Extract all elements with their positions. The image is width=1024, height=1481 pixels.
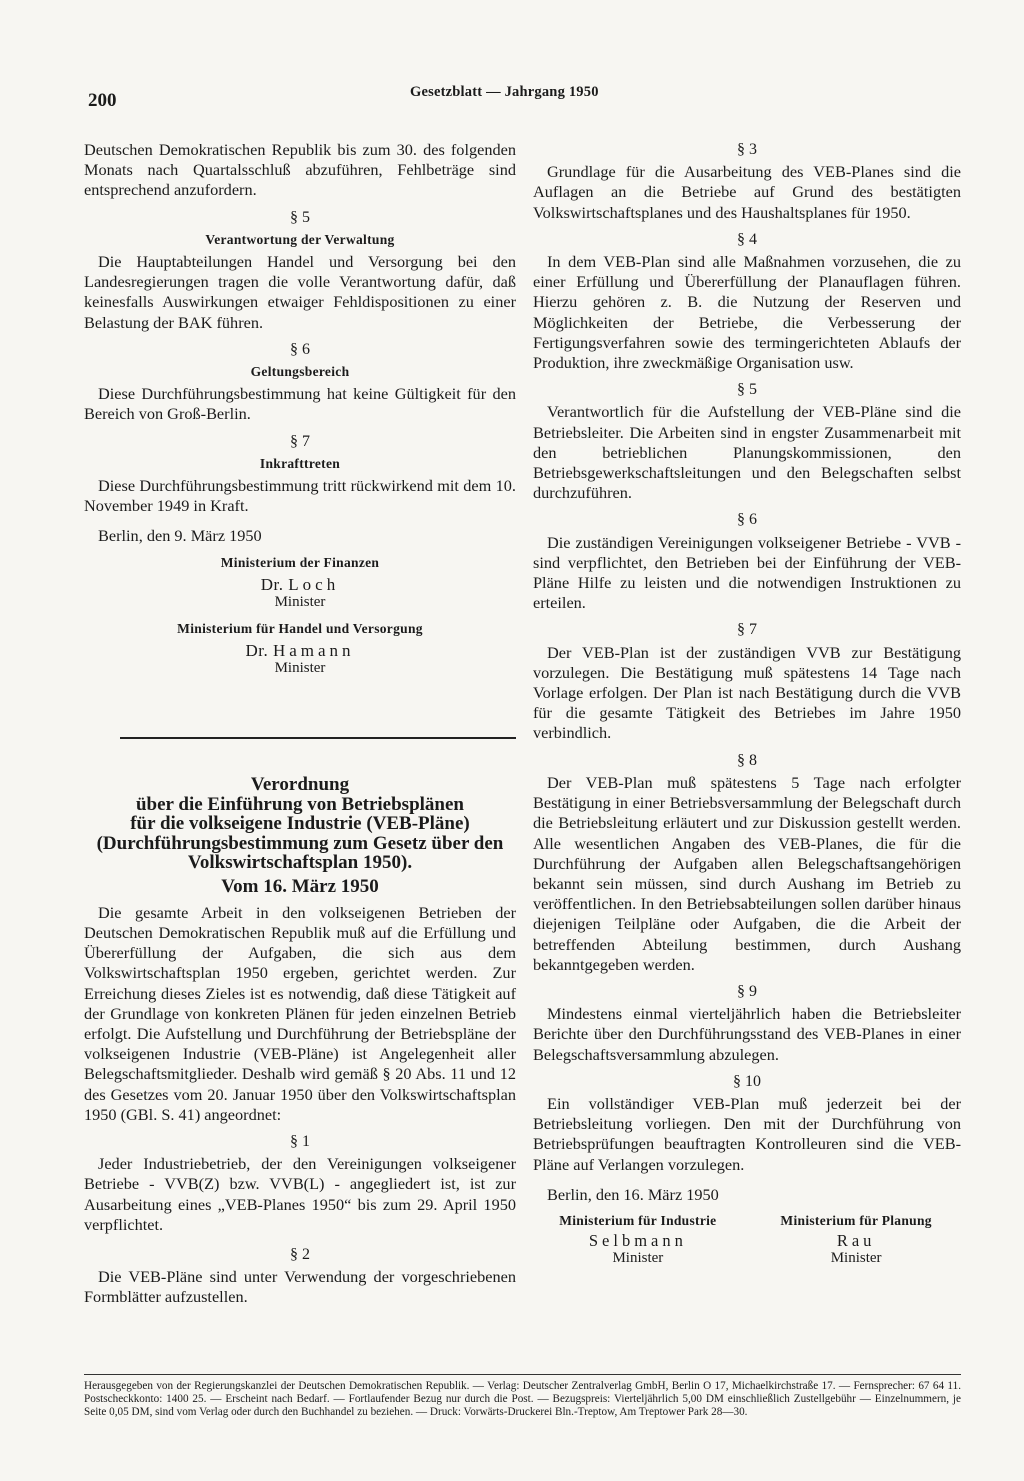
section-text: In dem VEB-Plan sind alle Maßnahmen vorzusehen, die zu einer Erfüllung und Übererfüllung der Planauflagen führen. Hierzu gehören z. B. die Nutzung der Reserven und Möglichkeiten der Betriebe, die Verbesserung der Fertigungsverfahren sowie des termingerichteten Ablaufs der Produktion, ihre zweckmäßige Organisation usw. [533,252,961,373]
section-number: § 5 [290,208,310,226]
decree-title-line: für die volkseigene Industrie (VEB-Pläne) [130,813,470,834]
right-column [533,140,961,1267]
section-number: § 8 [737,751,757,769]
section-number: § 2 [290,1245,310,1263]
section-number: § 7 [737,621,757,639]
signature-row [533,1211,961,1267]
section-text: Die VEB-Pläne sind unter Verwendung der vorgeschriebenen Formblätter aufzustellen. [84,1267,516,1307]
decree-preamble: Die gesamte Arbeit in den volkseigenen Betrieben der Deutschen Demokratischen Republik muß auf die Erfüllung und Übererfüllung der Aufgaben, die sich aus dem Volkswirtschaftsplan 1950 ergeben, gerichtet werden. Zur Erreichung dieses Zieles ist es notwendig, daß diese Tätigkeit auf der Grundlage von konkreten Plänen für jeden einzelnen Betrieb erfolgt. Die Aufstellung und Durchführung der Betriebspläne der volkseigenen Industrie (VEB-Pläne) ist Angelegenheit aller Belegschaftsmitglieder. Deshalb wird gemäß § 20 Abs. 11 und 12 des Gesetzes vom 20. Januar 1950 über den Volkswirtschaftsplan 1950 (GBl. S. 41) angeordnet: [84,902,516,1124]
decree-title-line: (Durchführungsbestimmung zum Gesetz über den [96,832,504,854]
place-date: Berlin, den 16. März 1950 [547,1184,719,1204]
section-number: § 7 [290,432,310,450]
signer-title: Dr. [245,641,269,661]
section-number: § 1 [290,1132,310,1150]
signer-name [84,575,516,594]
ministry-name: Ministerium für Industrie [559,1212,717,1228]
section-text: Die zuständigen Vereinigungen volkseigener Betriebe - VVB - sind verpflichtet, den Betrieben bei der Einführung der VEB-Pläne Hilfe zu leisten und die notwendigen Instruktionen zu erteilen. [533,532,961,613]
signer-name [84,641,516,660]
section-number: § 6 [737,511,757,529]
ministry-name: Ministerium für Handel und Versorgung [177,620,423,636]
footer-divider [84,1374,961,1375]
signer-surname: Hamann [272,641,355,661]
section-number: § 4 [737,230,757,248]
section-title: Verantwortung der Verwaltung [205,231,395,247]
divider-rule [120,737,516,739]
continuation-paragraph: Deutschen Demokratischen Republik bis zum 30. des folgenden Monats nach Quartalsschluß abzuführen, Fehlbeträge sind entsprechend anzufordern. [84,140,516,200]
place-date: Berlin, den 9. März 1950 [98,526,262,546]
section-number: § 9 [737,982,757,1000]
signer-role: Minister [274,660,326,677]
decree-block [84,775,516,1308]
signer-surname: Selbmann [588,1231,687,1251]
section-text: Der VEB-Plan muß spätestens 5 Tage nach erfolgter Bestätigung in einer Betriebsversammlung der Belegschaft durch die Betriebsleitung erläutert und zur Diskussion gestellt werden. Alle wesentlichen Angaben des VEB-Planes, die für die Durchführung der Aufgaben allen Belegschaftsangehörigen bekannt sein müssen, sind durch Aushang im Betrieb zu veröffentlichen. In den Betriebsabteilungen sollen darüber hinaus diejenigen Teilpläne oder Aufgaben, die die Arbeit der betreffenden Abteilung bestimmen, durch Aushang bekanntgegeben werden. [533,772,961,974]
signer-title: Dr. [260,574,284,594]
section-number: § 3 [737,141,757,158]
signer-surname: Rau [836,1231,876,1251]
signer-surname: Loch [288,574,340,594]
signer-name [751,1231,961,1250]
page-number: 200 [88,90,117,111]
section-text: Die Hauptabteilungen Handel und Versorgung bei den Landesregierungen tragen die volle Verantwortung dafür, daß keinesfalls Auswirkungen etwaiger Fehldispositionen zu einer Belastung der BAK führen. [84,252,516,332]
imprint-footer: Herausgegeben von der Regierungskanzlei der Deutschen Demokratischen Republik. — Verlag: Deutscher Zentralverlag GmbH, Berlin O 17, Michaelkirchstraße 17. — Fernsprecher: 67 64 11. Postscheckkonto: 1400 25. — Erscheint nach Bedarf. — Fortlaufender Bezug nur durch die Post. — Bezugspreis: Vierteljährlich 5,00 DM einschließlich Zustellgebühr — Einzelnummern, je Seite 0,05 DM, sind vom Verlag oder durch den Buchhandel zu beziehen. — Druck: Vorwärts-Druckerei Bln.-Treptow, Am Treptower Park 28—30. [84,1380,961,1418]
section-number: § 5 [737,381,757,399]
signature-block [533,1211,743,1267]
section-text: Diese Durchführungsbestimmung hat keine Gültigkeit für den Bereich von Groß-Berlin. [84,384,516,424]
left-column [84,140,516,685]
section-number: § 10 [733,1072,761,1090]
decree-title-line: Verordnung [250,774,350,795]
section-text: Der VEB-Plan ist der zuständigen VVB zur Bestätigung vorzulegen. Die Bestätigung muß spätestens 14 Tage nach Vorlage erfolgen. Der Plan ist nach Bestätigung durch die VVB für die gesamte Tätigkeit des Betriebes im Jahre 1950 verbindlich. [533,642,961,743]
signer-role: Minister [274,593,326,610]
running-head: Gesetzblatt — Jahrgang 1950 [410,84,599,100]
decree-title-line: über die Einführung von Betriebsplänen [135,793,464,815]
ministry-name: Ministerium der Finanzen [220,554,380,570]
section-title: Inkrafttreten [259,455,341,471]
signer-role: Minister [612,1250,664,1267]
signer-name [533,1231,743,1250]
section-number: § 6 [290,340,310,358]
section-text: Grundlage für die Ausarbeitung des VEB-Planes sind die Auflagen an die Betriebe auf Grund des bestätigten Volkswirtschaftsplanes und des Haushaltsplanes für 1950. [533,162,961,222]
signature-block [751,1211,961,1267]
signer-role: Minister [830,1250,882,1267]
decree-title [84,775,516,873]
decree-date: Vom 16. März 1950 [221,875,379,897]
decree-title-line: Volkswirtschaftsplan 1950). [187,852,413,873]
section-title: Geltungsbereich [250,364,350,380]
ministry-name: Ministerium für Planung [780,1212,932,1228]
section-text: Mindestens einmal vierteljährlich haben die Betriebsleiter Berichte über den Durchführungsstand des VEB-Planes in einer Belegschaftsversammlung abzulegen. [533,1004,961,1064]
section-text: Verantwortlich für die Aufstellung der VEB-Pläne sind die Betriebsleiter. Die Arbeiten sind in engster Zusammenarbeit mit den betrieblichen Planungskommissionen, den Betriebsgewerkschaftsleitungen und den Belegschaften selbst durchzuführen. [533,402,961,503]
section-text: Jeder Industriebetrieb, der den Vereinigungen volkseigener Betriebe - VVB(Z) bzw. VVB(L) - angegliedert ist, ist zur Ausarbeitung eines „VEB-Planes 1950“ bis zum 29. April 1950 verpflichtet. [84,1154,516,1234]
section-text: Diese Durchführungsbestimmung tritt rückwirkend mit dem 10. November 1949 in Kraft. [84,476,516,516]
section-text: Ein vollständiger VEB-Plan muß jederzeit bei der Betriebsleitung vorliegen. Den mit der Durchführung von Betriebsprüfungen beauftragten Kontrolleuren sind die VEB-Pläne auf Verlangen vorzulegen. [533,1093,961,1174]
